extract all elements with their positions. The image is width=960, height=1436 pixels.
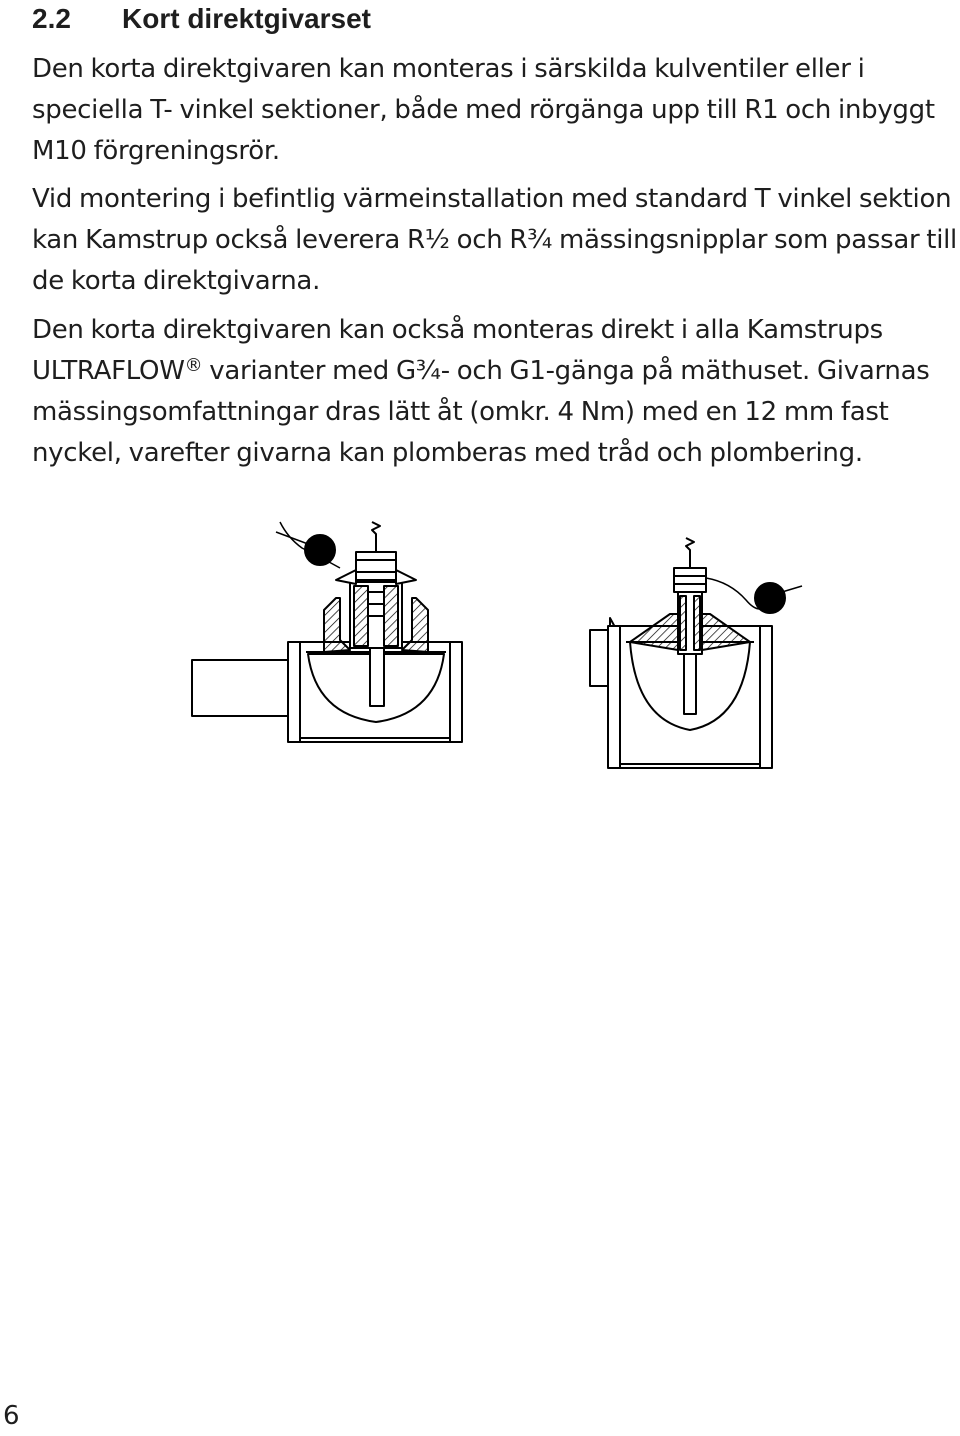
paragraph-nipples: Vid montering i befintlig värmeinstallation med standard T vinkel sektion kan Kamstrup också leverera R½ och R¾ mässingsnipplar som passar till de korta direktgivarna. [32,184,957,296]
right-lead-seal-icon [755,583,785,613]
paragraph-ultraflow-part1: Den korta direktgivaren kan också monteras direkt i alla Kamstrups ULTRAFLOW [32,315,883,386]
right-hex-nut [674,568,706,592]
registered-mark: ® [184,355,203,376]
left-sensor-probe [370,648,384,706]
left-lead-seal-icon [305,535,335,565]
left-sensor-assembly [192,522,462,742]
paragraph-ultraflow-part2: varianter med G¾- och G1-gänga på mäthuset. Givarnas mässingsomfattningar dras lätt åt (omkr. 4 Nm) med en 12 mm fast nyckel, varefter givarna kan plomberas med tråd och plombering. [32,356,930,468]
section-title: Kort direktgivarset [122,3,371,34]
page-number: 6 [3,1401,20,1431]
left-hex-nut [356,552,396,580]
installation-figure [190,512,810,774]
right-sensor-assembly [590,538,802,768]
section-heading [32,0,371,38]
section-number: 2.2 [32,3,71,34]
right-sensor-probe [684,654,696,714]
paragraph-mounting: Den korta direktgivaren kan monteras i särskilda kulventiler eller i speciella T- vinkel sektioner, både med rörgänga upp till R1 och inbyggt M10 förgreningsrör. [32,54,935,166]
paragraph-ultraflow [32,310,957,474]
